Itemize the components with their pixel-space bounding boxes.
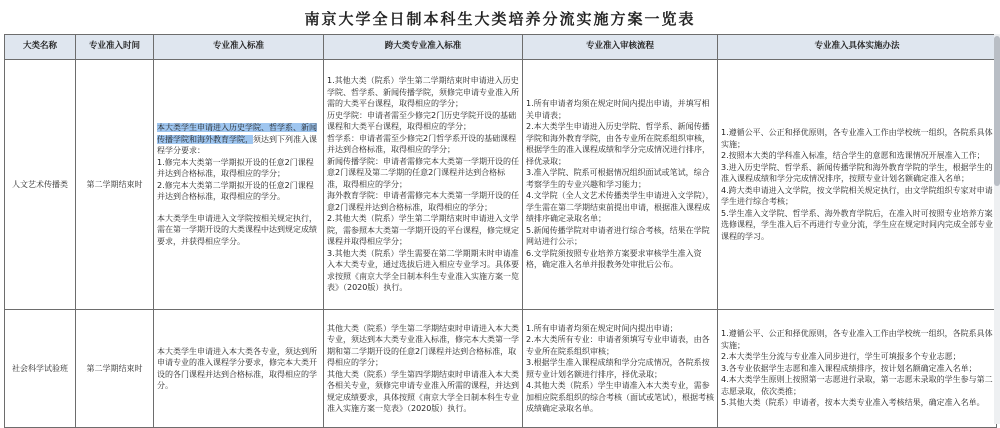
plan-table [4,34,997,428]
cell-cross: 其他大类（院系）学生第二学期结束时申请进入本大类专业，须达到本大类专业准入标准，修完本大类第一学期和第二学期开设的任意2门课程并达到合格标准，取得相应的学分； 其他大类（院系）学生第四学期结束时申请准入本大类各相关专业，须修完申请专业准入所需的课程，并达到规定成绩要求，具体按照《南京大学全日制本科生专业准入实施方案一览表》（2020版）执行。 [324,310,523,428]
highlighted-text: 本大类学生申请进入历史学院、哲学系、新闻传播学院和海外教育学院， [157,123,317,144]
cell-implementation: 1.遵循公平、公正和择优原则，各专业准入工作由学校统一组织，各院系具体实施； 2.按照本大类的学科准入标准，结合学生的意愿和选课情况开展准入工作； 3.进入历史学院、哲学系、新闻传播学院和海外教育学院的学生，根据学生的准入课程成绩和学分完成情况排序，按照专业计划名额确定准入名单； 4.跨大类申请进入文学院，按文学院相关规定执行，由文学院组织专家对申请学生进行综合考核； 5.学生准入文学院、哲学系、海外教育学院后，在准入时可按照专业培养方案选修课程，学生准入后不再进行专业分流，学生应在规定时间内完成全部专业课程的学习。 [718,60,997,310]
cell-time: 第二学期结束时 [76,310,154,428]
cell-category: 人文艺术传播类 [5,60,76,310]
cell-time: 第二学期结束时 [76,60,154,310]
table-row [5,310,997,428]
cell-audit: 1.所有申请者均须在规定时间内提出申请； 2.本大类所有专业：申请者须填写专业申请表，由各专业所在院系组织审核； 3.根据学生准入课程成绩和学分完成情况，各院系按照专业计划名额进行排序，择优录取； 4.其他大类（院系）学生申请准入本大类专业，需参加相应院系组织的综合考核（面试或笔试），根据考核成绩确定录取名单。 [523,310,718,428]
cell-audit: 1.所有申请者均须在规定时间内提出申请，并填写相关申请表； 2.本大类学生申请进入历史学院、哲学系、新闻传播学院和海外教育学院，由各专业所在院系组织审核，根据学生的准入课程成绩和学分完成情况进行排序，择优录取； 3.准入学院、院系可根据情况组织面试或笔试，综合考察学生的专业兴趣和学习能力； 4.文学院（全人文艺术传播类学生申请进入文学院），学生需在第二学期结束前提出申请，根据准入课程成绩排序确定录取名单； 5.新闻传播学院对申请者进行综合考核，结果在学院网站进行公示； 6.文学院须按照专业培养方案要求审核学生准入资格，确定准入名单并报教务处审批后公布。 [523,60,718,310]
cell-implementation: 1.遵循公平、公正和择优原则，各专业准入工作由学校统一组织，各院系具体实施； 2.本大类学生分流与专业准入同步进行，学生可填报多个专业志愿； 3.各专业依据学生志愿和准入课程成绩排序，按计划名额确定准入名单； 4.本大类学生原则上按照第一志愿进行录取，第一志愿未录取的学生参与第二志愿录取，依次类推； 5.其他大类（院系）申请者，按本大类专业准入考核结果，确定准入名单。 [718,310,997,428]
document-title: 南京大学全日制本科生大类培养分流实施方案一览表 [304,10,696,28]
table-row [5,60,997,310]
header-standard: 专业准入标准 [154,35,324,60]
scrollbar-thumb[interactable] [994,36,1000,186]
cell-category: 社会科学试验班 [5,310,76,428]
cell-standard: 本大类学生申请进入历史学院、哲学系、新闻传播学院和海外教育学院，须达到下列准入课程学分要求： 1.修完本大类第一学期拟开设的任意2门课程并达到合格标准，取得相应的学分； 2.修完本大类第二学期拟开设的任意2门课程并达到合格标准，取得相应的学分。 本大类学生申请进入文学院按相关规定执行，需在第一学期开设的大类课程中达到规定成绩要求，并获得相应学分。 [154,60,324,310]
table-header-row [5,35,997,60]
cell-standard: 本大类学生申请进入本大类各专业，须达到所申请专业的准入课程学分要求，修完本大类开设的各门课程并达到合格标准，取得相应的学分。 [154,310,324,428]
header-cross: 跨大类专业准入标准 [324,35,523,60]
header-audit: 专业准入审核流程 [523,35,718,60]
header-time: 专业准入时间 [76,35,154,60]
header-implementation: 专业准入具体实施办法 [718,35,997,60]
header-category: 大类名称 [5,35,76,60]
cell-cross: 1.其他大类（院系）学生第二学期结束时申请进入历史学院、哲学系、新闻传播学院，须修完申请专业准入所需的大类平台课程，取得相应的学分； 历史学院：申请者需至少修完2门历史学院开设的基础课程和大类平台课程，取得相应的学分； 哲学系：申请者需至少修完2门哲学系开设的基础课程并达到合格标准，取得相应的学分； 新闻传播学院：申请者需修完本大类第一学期开设的任意2门课程及第二学期的任意2门课程并达到合格标准，取得相应的学分； 海外教育学院：申请者需修完本大类第一学期开设的任意2门课程并达到合格标准，取得相应的学分； 2.其他大类（院系）学生第二学期结束时申请进入文学院，需参照本大类第一学期开设的平台课程，修完规定课程并取得相应学分； 3.其他大类（院系）学生需要在第二学期期末时申请准入本大类专业，通过选拔后进入相应专业学习。具体要求按照《南京大学全日制本科生专业准入实施方案一览表》（2020版）执行。 [324,60,523,310]
